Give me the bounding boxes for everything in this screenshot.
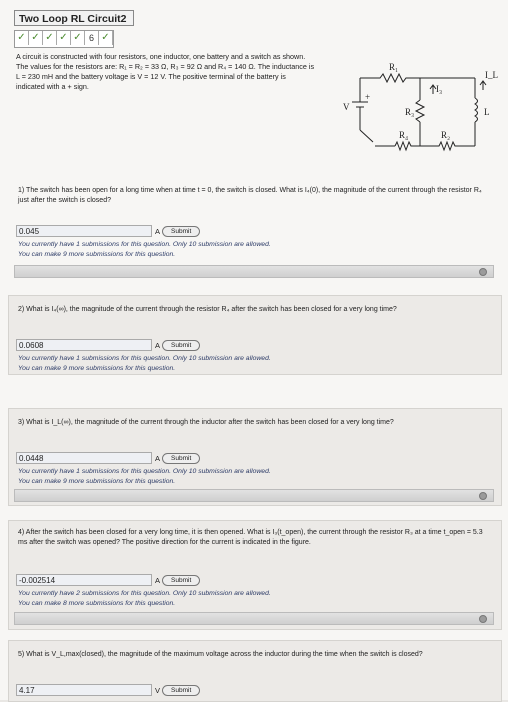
v-label: V xyxy=(343,102,350,112)
answer-field[interactable]: 4.17 xyxy=(16,684,152,696)
check-icon: ✓ xyxy=(71,31,85,45)
question-5-answer-row xyxy=(16,683,200,697)
current-part-indicator: 6 xyxy=(85,31,99,45)
switch-icon xyxy=(360,130,373,142)
question-5-text: 5) What is V_L,max(closed), the magnitude of the maximum voltage across the inductor during the time when the switch is closed? xyxy=(18,651,423,658)
answer-field[interactable]: 0.0448 xyxy=(16,452,152,464)
submission-progress xyxy=(14,30,114,48)
plus-sign: + xyxy=(365,92,371,102)
question-2-text: 2) What is I₄(∞), the magnitude of the current through the resistor R₄ after the switch has been closed for a very long time? xyxy=(18,306,397,313)
expand-icon[interactable] xyxy=(479,268,487,276)
question-1-text: 1) The switch has been open for a long time when at time t = 0, the switch is closed. What is I₄(0), the magnitude of the current through the resistor R₄ just after the switch is closed? xyxy=(18,187,482,204)
submit-button[interactable]: Submit xyxy=(162,575,200,586)
r2-resistor xyxy=(435,142,475,150)
problem-description: A circuit is constructed with four resistors, one inductor, one battery and a switch as shown. The values for the resistors are: R₁ = R₂ = 33 Ω, R₃ = 92 Ω and R₄ = 140 Ω. The inductance is L = 230 mH and the battery voltage is V = 12 V. The positive terminal of the battery is indicated with a + sign. xyxy=(16,52,315,91)
inductor-icon xyxy=(475,98,478,122)
problem-title: Two Loop RL Circuit2 xyxy=(14,10,134,26)
r3-resistor xyxy=(416,100,424,122)
submit-button[interactable]: Submit xyxy=(162,453,200,464)
check-icon: ✓ xyxy=(43,31,57,45)
answer-field[interactable]: -0.002514 xyxy=(16,574,152,586)
submission-status: You currently have 1 submissions for this question. Only 10 submission are allowed. xyxy=(18,355,271,362)
r1-label: R₁ xyxy=(389,62,399,72)
submit-button[interactable]: Submit xyxy=(162,340,200,351)
question-4-text: 4) After the switch has been closed for a very long time, it is then opened. What is I₃(t_open), the current through the resistor R₃ at a time t_open = 5.3 ms after the switch was opened? The positive direction for the current is indicated in the figure. xyxy=(18,529,483,546)
question-2-answer-row xyxy=(16,338,200,352)
expand-icon[interactable] xyxy=(479,492,487,500)
hint-bar[interactable] xyxy=(14,612,494,625)
hint-bar[interactable] xyxy=(14,489,494,502)
hint-bar[interactable] xyxy=(14,265,494,278)
r1-resistor xyxy=(360,74,475,82)
question-3-text: 3) What is I_L(∞), the magnitude of the current through the inductor after the switch has been closed for a very long time? xyxy=(18,419,394,426)
r4-resistor xyxy=(395,142,435,150)
r4-label: R₄ xyxy=(399,130,409,140)
r3-label: R₃ xyxy=(405,107,415,117)
answer-field[interactable]: 0.0608 xyxy=(16,339,152,351)
remaining-submissions: You can make 9 more submissions for this question. xyxy=(18,251,176,258)
check-icon: ✓ xyxy=(29,31,43,45)
unit-label: A xyxy=(155,575,161,585)
check-icon: ✓ xyxy=(57,31,71,45)
question-4-answer-row xyxy=(16,573,200,587)
submit-button[interactable]: Submit xyxy=(162,226,200,237)
unit-label: V xyxy=(155,685,161,695)
l-label: L xyxy=(484,107,490,117)
i3-label: I₃ xyxy=(436,84,443,94)
remaining-submissions: You can make 8 more submissions for this question. xyxy=(18,600,176,607)
r2-label: R₂ xyxy=(441,130,451,140)
expand-icon[interactable] xyxy=(479,615,487,623)
unit-label: A xyxy=(155,453,161,463)
submission-status: You currently have 1 submissions for this question. Only 10 submission are allowed. xyxy=(18,468,271,475)
submit-button[interactable]: Submit xyxy=(162,685,200,696)
question-1-answer-row xyxy=(16,224,200,238)
answer-field[interactable]: 0.045 xyxy=(16,225,152,237)
circuit-diagram xyxy=(315,60,498,160)
remaining-submissions: You can make 9 more submissions for this question. xyxy=(18,478,176,485)
unit-label: A xyxy=(155,226,161,236)
submission-status: You currently have 1 submissions for this question. Only 10 submission are allowed. xyxy=(18,241,271,248)
il-label: I_L xyxy=(485,70,498,80)
remaining-submissions: You can make 9 more submissions for this question. xyxy=(18,365,176,372)
check-icon: ✓ xyxy=(15,31,29,45)
submission-status: You currently have 2 submissions for this question. Only 10 submission are allowed. xyxy=(18,590,271,597)
check-icon: ✓ xyxy=(99,31,113,45)
unit-label: A xyxy=(155,340,161,350)
question-3-answer-row xyxy=(16,451,200,465)
